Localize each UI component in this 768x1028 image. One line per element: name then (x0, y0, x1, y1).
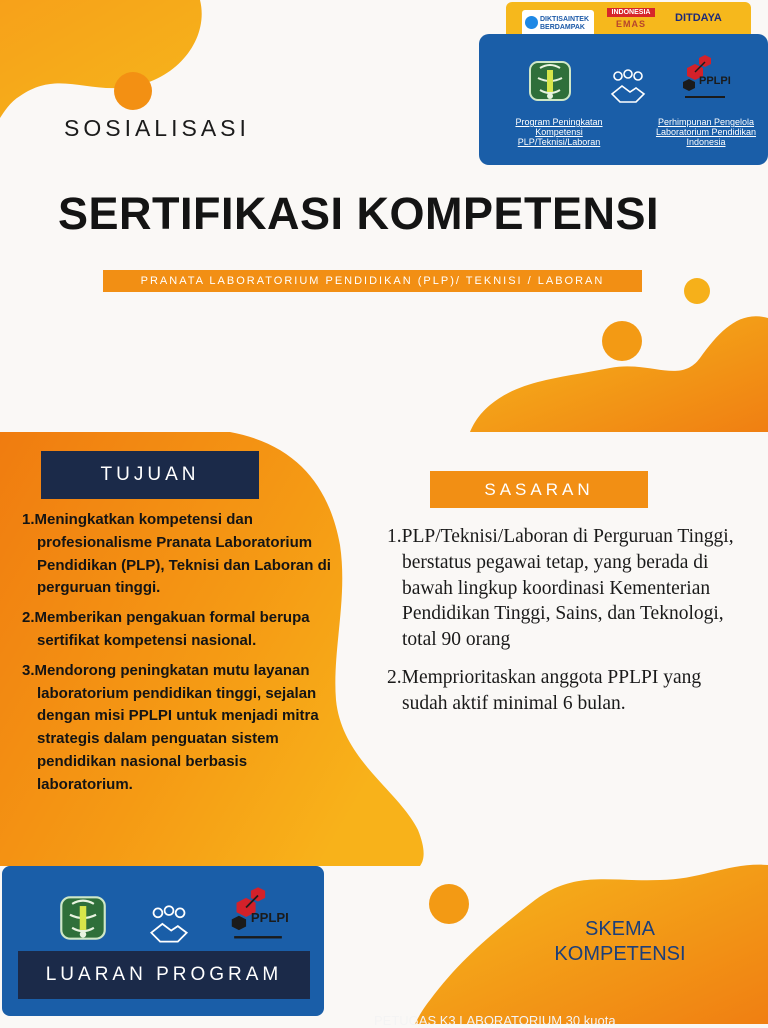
list-item: 2.Memprioritaskan anggota PPLPI yang sudah aktif minimal 6 bulan. (387, 666, 702, 714)
subtitle-banner (103, 270, 642, 292)
list-item: 1.Meningkatkan kompetensi dan profesionalisme Pranata Laboratorium Pendidikan (PLP), Teknisi dan Laboran di perguruan tinggi. (22, 511, 331, 597)
list-item: 2.Memberikan pengakuan formal berupa sertifikat kompetensi nasional. (22, 609, 310, 649)
top-left-blob (0, 0, 202, 118)
diktisaintek-icon (525, 16, 538, 29)
sasaran-heading (430, 471, 648, 508)
pplpi-logo-icon (218, 886, 298, 948)
program-right-text: Perhimpunan Pengelola Laboratorium Pendidikan Indonesia (655, 117, 757, 147)
tujuan-heading (41, 451, 259, 499)
tujuan-label: TUJUAN (100, 464, 200, 485)
bottom-dot (429, 884, 469, 924)
right-dot-large (602, 321, 642, 361)
diktisaintek-logo: DIKTISAINTEK BERDAMPAK (522, 10, 594, 38)
pplpi-wordmark: PPLPI (250, 909, 289, 925)
list-item: 1.PLP/Teknisi/Laboran di Perguruan Tinggi, berstatus pegawai tetap, yang berada di bawah lingkup koordinasi Kementerian Pendidikan Tinggi, Sains, dan Teknologi, total 90 orang (387, 526, 734, 651)
sasaran-label: SASARAN (484, 479, 594, 499)
tujuan-list (22, 509, 336, 804)
handshake-team-icon (146, 904, 192, 946)
ditdaya-logo: DITDAYA (675, 12, 722, 24)
list-item: 3.Mendorong peningkatan mutu layanan laboratorium pendidikan tinggi, sejalan dengan misi PPLPI untuk menjadi mitra strategis dalam penguatan sistem pendidikan nasional berbasis laboratorium. (22, 661, 319, 793)
page-title: SERTIFIKASI KOMPETENSI (58, 188, 660, 239)
program-left-text: Program Peningkatan Kompetensi PLP/Teknisi/Laboran (515, 117, 603, 147)
right-dot-small (684, 278, 710, 304)
skema-kompetensi-heading: SKEMA KOMPETENSI (554, 918, 686, 965)
handshake-team-icon (608, 68, 648, 106)
petugas-k3-item: PETUGAS K3 LABORATORIUM 30 kuota (374, 1013, 616, 1028)
pplpi-logo-icon (675, 54, 735, 106)
sasaran-list (387, 524, 747, 729)
pplpi-wordmark: PPLPI (699, 75, 731, 87)
laboratory-emblem-icon (526, 58, 574, 104)
subtitle-text: PRANATA LABORATORIUM PENDIDIKAN (PLP)/ TEKNISI / LABORAN (140, 275, 605, 287)
luaran-program-heading (18, 951, 310, 999)
indonesia-emas-logo: INDONESIA EMAS (607, 8, 655, 38)
luaran-program-label: LUARAN PROGRAM (45, 964, 283, 985)
sosialisasi-label: SOSIALISASI (64, 115, 250, 141)
laboratory-emblem-icon (56, 893, 110, 943)
top-left-dot (114, 72, 152, 110)
